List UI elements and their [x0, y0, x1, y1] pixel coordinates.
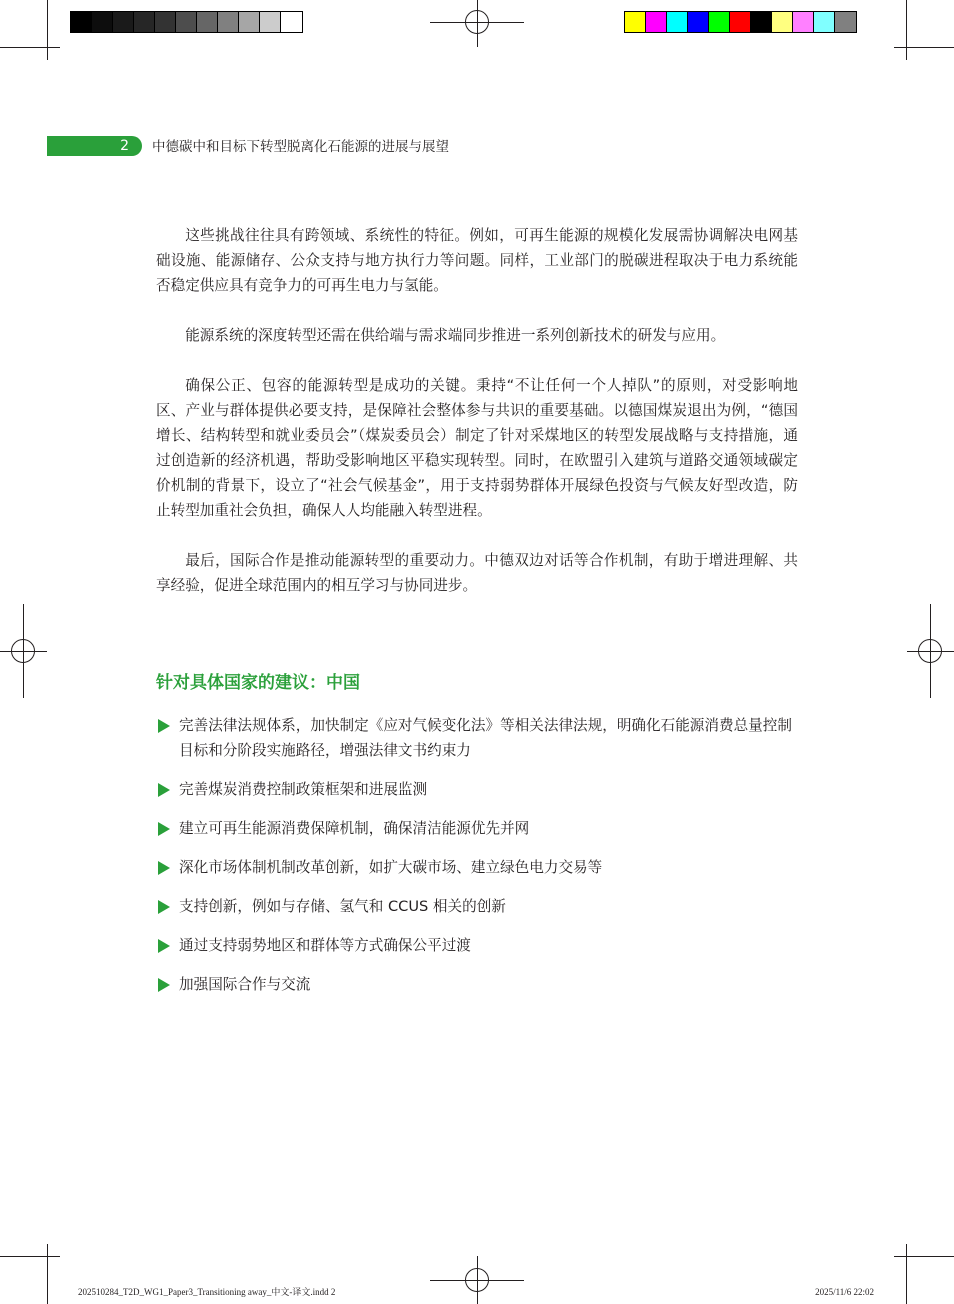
paragraph: 这些挑战往往具有跨领域、系统性的特征。例如，可再生能源的规模化发展需协调解决电网基础设施、能源储存、公众支持与地方执行力等问题。同样，工业部门的脱碳进程取决于电力系统能否稳定供应具有竞争力的可再生电力与氢能。 [156, 227, 798, 294]
triangle-bullet-icon [158, 822, 170, 836]
color-swatch [155, 12, 176, 32]
color-swatch [92, 12, 113, 32]
color-swatch [667, 12, 688, 32]
triangle-bullet-icon [158, 719, 170, 733]
list-item [156, 972, 798, 997]
crop-mark [894, 1256, 954, 1257]
color-calibration-bar [624, 11, 857, 33]
color-swatch [751, 12, 772, 32]
crop-mark [906, 1244, 907, 1304]
paragraph: 能源系统的深度转型还需在供给端与需求端同步推进一系列创新技术的研发与应用。 [185, 327, 726, 344]
recommendation-list [156, 713, 798, 1011]
triangle-bullet-icon [158, 900, 170, 914]
list-item-text: 通过支持弱势地区和群体等方式确保公平过渡 [179, 937, 471, 954]
triangle-bullet-icon [158, 861, 170, 875]
color-swatch [197, 12, 218, 32]
list-item-text: 建立可再生能源消费保障机制，确保清洁能源优先并网 [179, 820, 530, 837]
color-swatch [218, 12, 239, 32]
timestamp: 2025/11/6 22:02 [815, 1287, 874, 1297]
paragraph: 确保公正、包容的能源转型是成功的关键。秉持“不让任何一个人掉队”的原则，对受影响地区、产业与群体提供必要支持，是保障社会整体参与共识的重要基础。以德国煤炭退出为例，“德国增长、结构转型和就业委员会”（煤炭委员会）制定了针对采煤地区的转型发展战略与支持措施，通过创造新的经济机遇，帮助受影响地区平稳实现转型。同时，在欧盟引入建筑与道路交通领域碳定价机制的背景下，设立了“社会气候基金”，用于支持弱势群体开展绿色投资与气候友好型改造，防止转型加重社会负担，确保人人均能融入转型进程。 [156, 377, 798, 519]
list-item-text: 加强国际合作与交流 [179, 976, 311, 993]
list-item [156, 777, 798, 802]
triangle-bullet-icon [158, 978, 170, 992]
color-swatch [835, 12, 856, 32]
section-heading: 针对具体国家的建议：中国 [156, 673, 360, 693]
crop-mark [894, 47, 954, 48]
color-swatch [625, 12, 646, 32]
running-title: 中德碳中和目标下转型脱离化石能源的进展与展望 [152, 139, 449, 155]
registration-mark [465, 10, 489, 34]
color-swatch [176, 12, 197, 32]
color-swatch [113, 12, 134, 32]
crop-mark [0, 47, 60, 48]
list-item-text: 深化市场体制机制改革创新，如扩大碳市场、建立绿色电力交易等 [179, 859, 603, 876]
registration-mark [918, 639, 942, 663]
grayscale-calibration-bar [70, 11, 303, 33]
crop-mark [0, 1256, 60, 1257]
color-swatch [814, 12, 835, 32]
crop-mark [47, 1244, 48, 1304]
color-swatch [281, 12, 302, 32]
color-swatch [688, 12, 709, 32]
list-item-text: 完善煤炭消费控制政策框架和进展监测 [179, 781, 428, 798]
file-info: 202510284_T2D_WG1_Paper3_Transitioning away_中文-译文.indd 2 [78, 1287, 336, 1297]
crop-mark [47, 0, 48, 60]
color-swatch [646, 12, 667, 32]
page-number-tab [47, 136, 142, 156]
color-swatch [772, 12, 793, 32]
color-swatch [239, 12, 260, 32]
color-swatch [730, 12, 751, 32]
list-item [156, 933, 798, 958]
body-text [156, 223, 798, 623]
list-item [156, 894, 798, 919]
color-swatch [793, 12, 814, 32]
list-item [156, 713, 798, 763]
page-number: 2 [120, 138, 129, 154]
color-swatch [134, 12, 155, 32]
triangle-bullet-icon [158, 939, 170, 953]
paragraph: 最后，国际合作是推动能源转型的重要动力。中德双边对话等合作机制，有助于增进理解、共享经验，促进全球范围内的相互学习与协同进步。 [156, 552, 798, 594]
crop-mark [906, 0, 907, 60]
registration-mark [465, 1268, 489, 1292]
list-item [156, 855, 798, 880]
list-item [156, 816, 798, 841]
registration-mark [11, 639, 35, 663]
color-swatch [260, 12, 281, 32]
color-swatch [709, 12, 730, 32]
list-item-text: 完善法律法规体系，加快制定《应对气候变化法》等相关法律法规，明确化石能源消费总量控制目标和分阶段实施路径，增强法律文书约束力 [179, 717, 792, 759]
list-item-text: 支持创新，例如与存储、氢气和 CCUS 相关的创新 [179, 898, 506, 915]
color-swatch [71, 12, 92, 32]
triangle-bullet-icon [158, 783, 170, 797]
